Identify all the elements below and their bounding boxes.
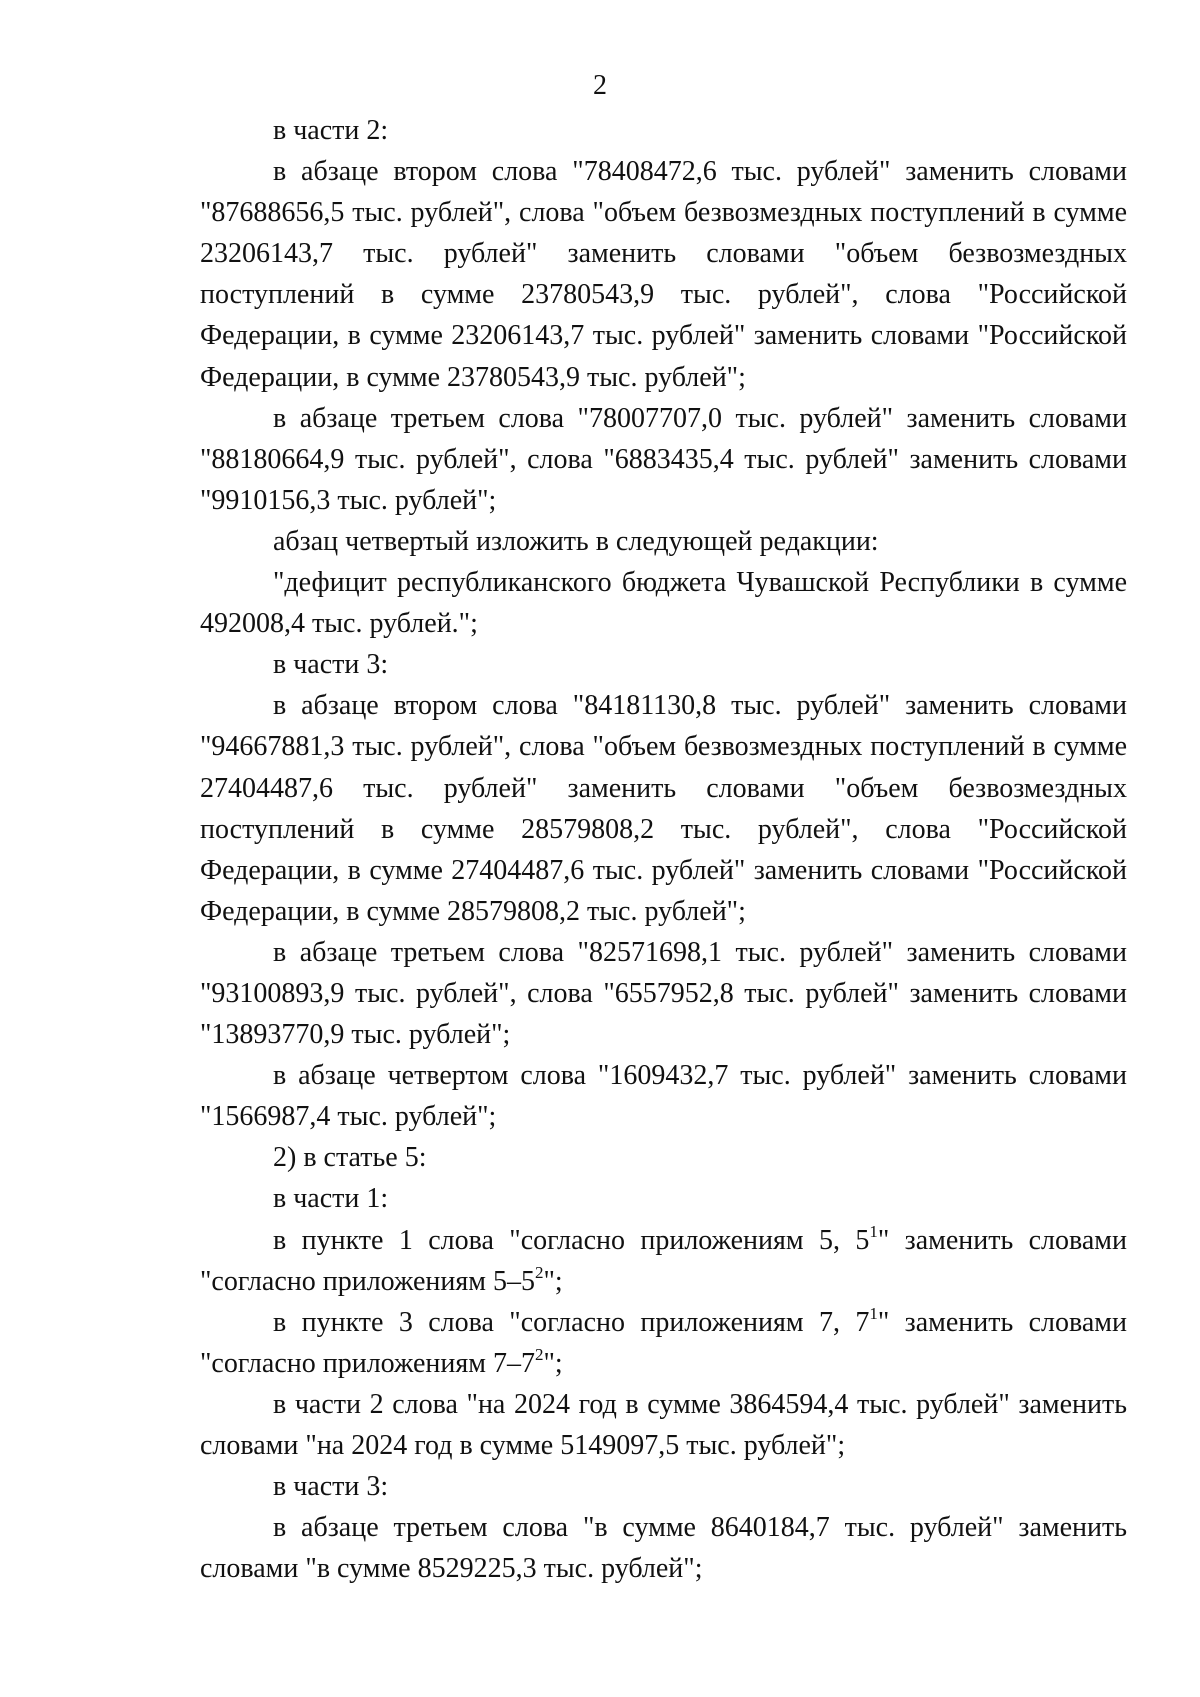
text-segment: "; [543, 1265, 563, 1297]
paragraph-part-3-abzac-4: в абзаце четвертом слова "1609432,7 тыс. рублей" заменить словами "1566987,4 тыс. рублей"; [200, 1060, 1127, 1133]
superscript: 2 [534, 1344, 544, 1364]
paragraph-article-5-part-3-abzac-3: в абзаце третьем слова "в сумме 8640184,7 тыс. рублей" заменить словами "в сумме 8529225,3 тыс. рублей"; [200, 1512, 1127, 1585]
text-segment: " заменить словами "согласно приложениям 5–5 [200, 1224, 1127, 1297]
paragraph-article-5-part-2: в части 2 слова "на 2024 год в сумме 3864594,4 тыс. рублей" заменить словами "на 2024 год в сумме 5149097,5 тыс. рублей"; [200, 1388, 1127, 1461]
document-body [200, 110, 1127, 1589]
text-segment: "; [543, 1347, 563, 1379]
paragraph-part-2-abzac-2: в абзаце втором слова "78408472,6 тыс. рублей" заменить словами "87688656,5 тыс. рублей", слова "объем безвозмездных поступлений в сумме 23206143,7 тыс. рублей" заменить словами "объем безвозмездных поступлений в сумме 23780543,9 тыс. рублей", слова "Российской Федерации, в сумме 23206143,7 тыс. рублей" заменить словами "Российской Федерации, в сумме 23780543,9 тыс. рублей"; [200, 156, 1127, 393]
paragraph-punkt-3 [200, 1302, 1127, 1384]
paragraph-part-3-abzac-3: в абзаце третьем слова "82571698,1 тыс. рублей" заменить словами "93100893,9 тыс. рублей", слова "6557952,8 тыс. рублей" заменить словами "13893770,9 тыс. рублей"; [200, 936, 1127, 1051]
paragraph-article-5-part-3-heading: в части 3: [273, 1471, 389, 1503]
superscript: 1 [869, 1303, 878, 1323]
paragraph-deficit-text: "дефицит республиканского бюджета Чувашской Республики в сумме 492008,4 тыс. рублей."; [200, 567, 1127, 640]
superscript: 1 [869, 1221, 878, 1241]
text-segment: в пункте 1 слова "согласно приложениям 5, 5 [273, 1224, 870, 1256]
paragraph-part-3-heading: в части 3: [273, 649, 389, 681]
paragraph-article-5-part-1-heading: в части 1: [273, 1183, 389, 1215]
paragraph-punkt-1 [200, 1220, 1127, 1302]
paragraph-part-2-heading: в части 2: [273, 115, 389, 146]
text-segment: " заменить словами "согласно приложениям 7–7 [200, 1306, 1127, 1379]
page-number: 2 [593, 70, 607, 101]
paragraph-article-5-heading: 2) в статье 5: [273, 1142, 427, 1174]
paragraph-part-3-abzac-2: в абзаце втором слова "84181130,8 тыс. рублей" заменить словами "94667881,3 тыс. рублей", слова "объем безвозмездных поступлений в сумме 27404487,6 тыс. рублей" заменить словами "объем безвозмездных поступлений в сумме 28579808,2 тыс. рублей", слова "Российской Федерации, в сумме 27404487,6 тыс. рублей" заменить словами "Российской Федерации, в сумме 28579808,2 тыс. рублей"; [200, 690, 1127, 927]
paragraph-part-2-abzac-3: в абзаце третьем слова "78007707,0 тыс. рублей" заменить словами "88180664,9 тыс. рублей", слова "6883435,4 тыс. рублей" заменить словами "9910156,3 тыс. рублей"; [200, 402, 1127, 516]
superscript: 2 [534, 1262, 544, 1282]
paragraph-abzac-4-instruction: абзац четвертый изложить в следующей редакции: [273, 525, 879, 557]
text-segment: в пункте 3 слова "согласно приложениям 7, 7 [273, 1306, 870, 1338]
